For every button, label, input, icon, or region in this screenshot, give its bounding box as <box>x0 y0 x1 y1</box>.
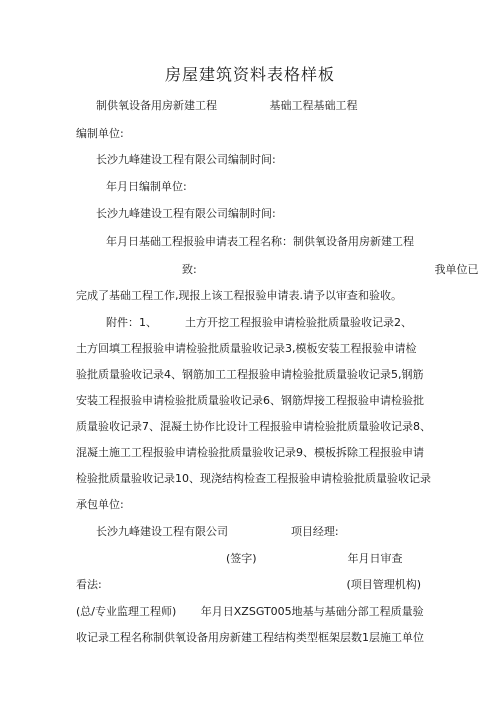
text-line: 长沙九峰建设工程有限公司编制时间: <box>96 207 276 220</box>
text-line: 编制单位: <box>76 127 124 140</box>
text-line: 检验批质量验收记录10、现浇结构检查工程报验申请检验批质量验收记录 <box>76 472 431 485</box>
document-title: 房屋建筑资料表格样板 <box>164 65 335 84</box>
text-line: 质量验收记录7、混凝土协作比设计工程报验申请检验批质量验收记录8、 <box>76 420 431 433</box>
text-line: (签字) 年月日审查 <box>226 552 403 565</box>
text-line: 收记录工程名称制供氧设备用房新建工程结构类型框架层数1层施工单位 <box>76 631 424 644</box>
text-line: (总/专业监理工程师) 年月日XZSGT005地基与基础分部工程质量验 <box>76 605 424 618</box>
text-line: 致: 我单位已 <box>182 263 479 276</box>
text-line: 长沙九峰建设工程有限公司 项目经理: <box>96 525 339 538</box>
text-line: 年月日编制单位: <box>106 180 187 193</box>
text-line: 完成了基础工程工作,现报上该工程报验申请表.请予以审查和验收。 <box>76 289 402 302</box>
text-line: 年月日基础工程报验申请表工程名称：制供氧设备用房新建工程 <box>106 235 414 248</box>
text-line: 混凝土施工工程报验申请检验批质量验收记录9、模板拆除工程报验申请 <box>76 446 424 459</box>
text-line: 制供氧设备用房新建工程 基础工程基础工程 <box>96 99 358 112</box>
text-line: 验批质量验收记录4、钢筋加工工程报验申请检验批质量验收记录5,钢筋 <box>76 368 424 381</box>
text-line: 安装工程报验申请检验批质量验收记录6、钢筋焊接工程报验申请检验批 <box>76 394 424 407</box>
text-line: 看法: (项目管理机构) <box>76 578 422 591</box>
text-line: 承包单位: <box>76 498 124 511</box>
text-line: 土方回填工程报验申请检验批质量验收记录3,模板安装工程报验申请检 <box>76 342 417 355</box>
text-line: 附件：1、 土方开挖工程报验申请检验批质量验收记录2、 <box>106 316 412 329</box>
text-line: 长沙九峰建设工程有限公司编制时间: <box>96 153 276 166</box>
